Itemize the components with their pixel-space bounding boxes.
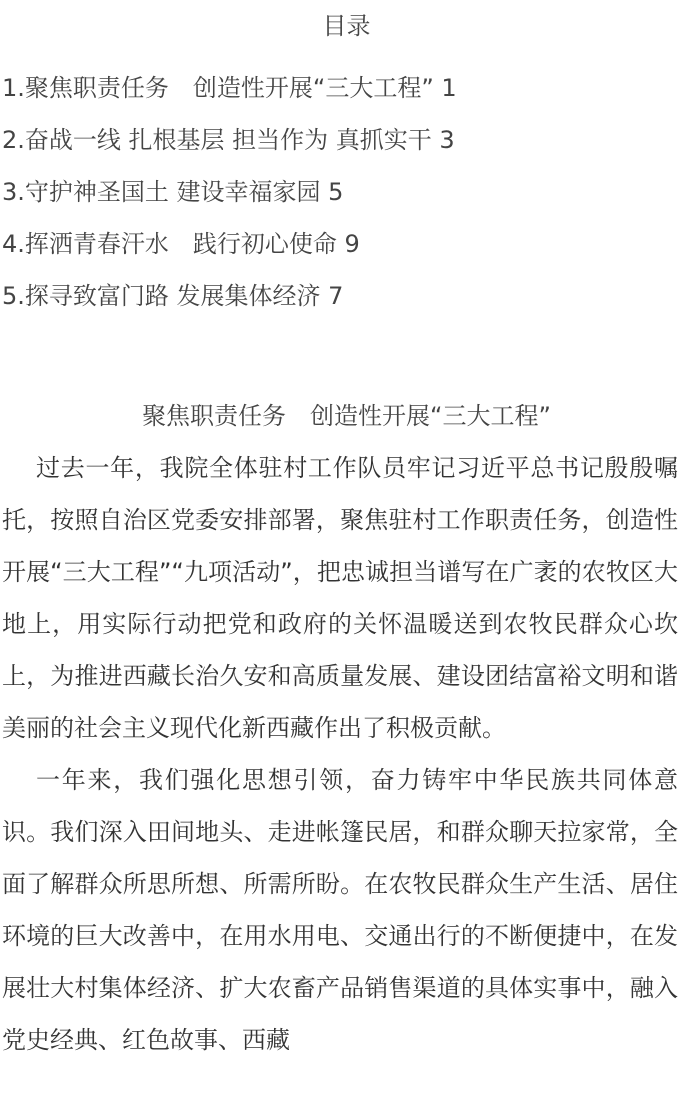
toc-item[interactable]: 2.奋战一线 扎根基层 担当作为 真抓实干 3 [2, 126, 455, 154]
toc-title: 目录 [322, 12, 371, 40]
paragraph: 一年来，我们强化思想引领，奋力铸牢中华民族共同体意识。我们深入田间地头、走进帐篷民居，和群众聊天拉家常，全面了解群众所思所想、所需所盼。在农牧民群众生产生活、居住环境的巨大改善中，在用水用电、交通出行的不断便捷中，在发展壮大村集体经济、扩大农畜产品销售渠道的具体实事中，融入党史经典、红色故事、西藏 [2, 766, 678, 1054]
article-body [2, 442, 678, 1066]
toc-item[interactable]: 3.守护神圣国土 建设幸福家园 5 [2, 178, 344, 206]
toc-item[interactable]: 1.聚焦职责任务 创造性开展“三大工程” 1 [2, 74, 457, 102]
toc-item[interactable]: 5.探寻致富门路 发展集体经济 7 [2, 282, 344, 310]
toc-item[interactable]: 4.挥洒青春汗水 践行初心使命 9 [2, 230, 360, 258]
paragraph: 过去一年，我院全体驻村工作队员牢记习近平总书记殷殷嘱托，按照自治区党委安排部署，聚焦驻村工作职责任务，创造性开展“三大工程”“九项活动”，把忠诚担当谱写在广袤的农牧区大地上，用实际行动把党和政府的关怀温暖送到农牧民群众心坎上，为推进西藏长治久安和高质量发展、建设团结富裕文明和谐美丽的社会主义现代化新西藏作出了积极贡献。 [2, 454, 678, 742]
table-of-contents [2, 62, 457, 322]
article-title: 聚焦职责任务 创造性开展“三大工程” [142, 402, 551, 430]
